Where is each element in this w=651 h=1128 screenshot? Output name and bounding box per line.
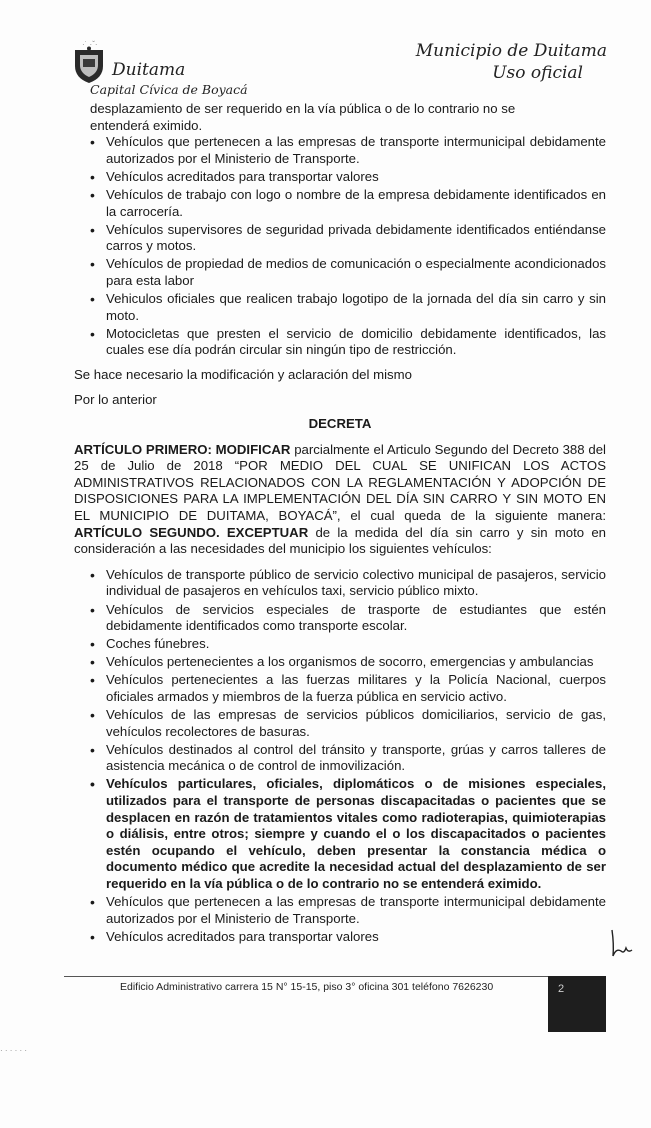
paragraph-therefore: Por lo anterior xyxy=(74,391,157,407)
header-usage-label: Uso oficial xyxy=(492,63,583,83)
header-city-name: Duitama xyxy=(112,60,186,80)
section-heading-decreta: DECRETA xyxy=(308,416,372,432)
page-number-box xyxy=(548,976,606,1032)
article-first-text: parcialmente el Articulo Segundo del Decreto 388 del 25 de Julio de 2018 “POR MEDIO DEL CUAL SE UNIFICAN LOS ACTOS ADMINISTRATIVOS RELACIONADOS CON LA REGLAMENTACIÓN Y ADOPCIÓN DE DISPOSICIONES PARA LA IMPLEMENTACIÓN DEL DÍA SIN CARRO Y SIN MOTO EN EL MUNICIPIO DE DUITAMA, BOYACÁ”, el cual queda de la siguiente manera: xyxy=(74,441,606,524)
list-item: • Vehiculos oficiales que realicen trabajo logotipo de la jornada del día sin carro y sin moto. xyxy=(90,291,606,324)
list-item: • Vehículos pertenecientes a los organismos de socorro, emergencias y ambulancias xyxy=(90,654,606,671)
scan-artifact: · · · · · · xyxy=(0,1046,28,1055)
list-item: • Vehículos que pertenecen a las empresas de transporte intermunicipal debidamente autorizados por el Ministerio de Transporte. xyxy=(90,134,606,167)
list-item: • Coches fúnebres. xyxy=(90,636,606,653)
exception-list-top-wrapper xyxy=(74,134,606,359)
article-first-title: ARTÍCULO PRIMERO: MODIFICAR xyxy=(74,441,291,457)
list-item: • Vehículos que pertenecen a las empresas de transporte intermunicipal debidamente autorizados por el Ministerio de Transporte. xyxy=(90,894,606,927)
list-item: • Motocicletas que presten el servicio de domicilio debidamente identificados, las cuales ese día podrán circular sin ningún tipo de restricción. xyxy=(90,326,606,359)
list-item: • Vehículos supervisores de seguridad privada debidamente identificados entiéndanse carros y motos. xyxy=(90,222,606,255)
list-item: • Vehículos acreditados para transportar valores xyxy=(90,929,606,946)
header-municipality: Municipio de Duitama xyxy=(415,41,607,61)
exception-list-top xyxy=(90,134,606,359)
list-item: • Vehículos acreditados para transportar valores xyxy=(90,169,606,186)
exception-list-bottom-wrapper xyxy=(74,567,606,946)
continued-line: entenderá eximido. xyxy=(90,117,203,133)
signature-initials xyxy=(608,926,634,962)
list-item: • Vehículos de propiedad de medios de comunicación o especialmente acondicionados para esta labor xyxy=(90,256,606,289)
list-item: • Vehículos particulares, oficiales, diplomáticos o de misiones especiales, utilizados para el transporte de personas discapacitadas o pacientes que se desplacen en razón de tratamientos vitales como radioterapias, quimioterapias o diálisis, entre otros; siempre y cuando el o los discapacitados o pacientes estén ocupando el vehículo, deben presentar la constancia médica o documento médico que acredite la necesidad actual del desplazamiento de ser requerido en la vía pública o de lo contrario no se entenderá eximido. xyxy=(90,776,606,892)
article-first xyxy=(74,442,606,558)
scribble-mark: ·˙ ·ˇ· xyxy=(82,40,98,49)
continued-text xyxy=(74,101,606,134)
page-number: 2 xyxy=(558,983,565,995)
exception-list-bottom xyxy=(90,567,606,946)
coat-of-arms-icon xyxy=(72,46,106,84)
continued-line: desplazamiento de ser requerido en la vía pública o de lo contrario no se xyxy=(90,101,516,116)
list-item: • Vehículos destinados al control del tránsito y transporte, grúas y carros talleres de asistencia mecánica o de control de inmovilización. xyxy=(90,742,606,775)
footer-address: Edificio Administrativo carrera 15 N° 15-15, piso 3° oficina 301 teléfono 7626230 xyxy=(120,981,494,993)
list-item: • Vehículos de transporte público de servicio colectivo municipal de pasajeros, servicio individual de pasajeros en vehículos taxi, servicio público mixto. xyxy=(90,567,606,600)
list-item: • Vehículos pertenecientes a las fuerzas militares y la Policía Nacional, cuerpos oficiales armados y miembros de la fuerza pública en servicio activo. xyxy=(90,672,606,705)
list-item: • Vehículos de servicios especiales de trasporte de estudiantes que estén debidamente identificados como transporte escolar. xyxy=(90,602,606,635)
paragraph-modification: Se hace necesario la modificación y aclaración del mismo xyxy=(74,366,412,382)
header-right-block xyxy=(416,40,607,84)
document-body xyxy=(74,101,606,947)
article-second-text: de la medida del día sin carro y sin moto en consideración a las necesidades del municipio los siguientes vehículos: xyxy=(74,524,606,557)
article-second-title: ARTÍCULO SEGUNDO. EXCEPTUAR xyxy=(74,524,309,540)
list-item: • Vehículos de trabajo con logo o nombre de la empresa debidamente identificados en la carrocería. xyxy=(90,187,606,220)
header-city-subtitle: Capital Cívica de Boyacá xyxy=(90,82,248,97)
list-item: • Vehículos de las empresas de servicios públicos domiciliarios, servicio de gas, vehículos recolectores de basuras. xyxy=(90,707,606,740)
footer-divider xyxy=(64,976,604,977)
